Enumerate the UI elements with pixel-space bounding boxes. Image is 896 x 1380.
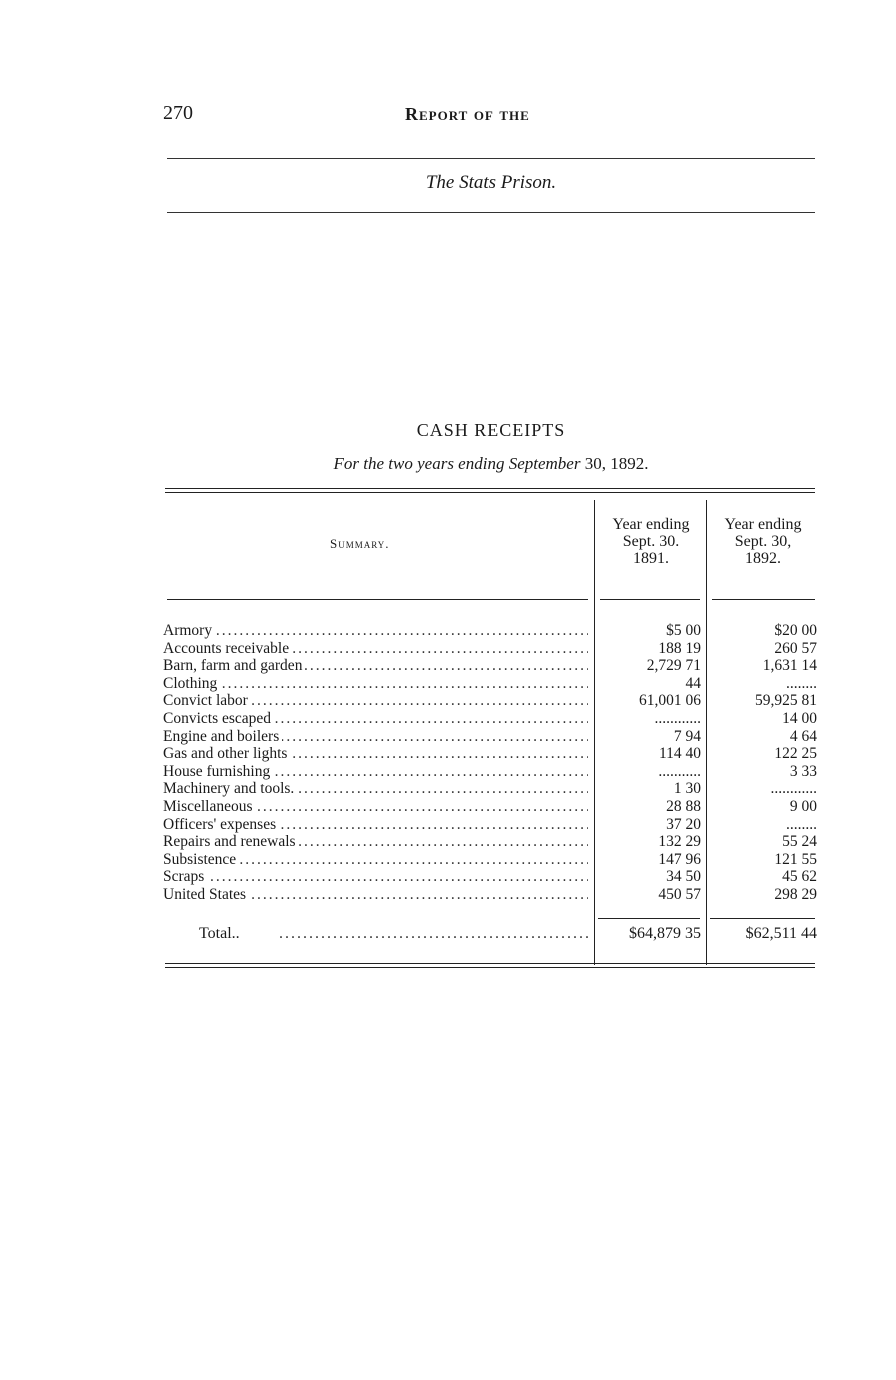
total-1892: $62,511 44 — [745, 925, 817, 942]
value-1891: 188 19 — [658, 639, 701, 657]
header-underline-summary — [167, 599, 588, 600]
value-1892: 1,631 14 — [762, 657, 817, 675]
value-1891: 44 — [685, 674, 701, 692]
row-label: Repairs and renewals — [163, 833, 299, 850]
value-1892: $20 00 — [774, 622, 817, 639]
sum-rule-1892 — [710, 918, 815, 919]
table-row — [163, 763, 818, 781]
summary-header: Summary. — [330, 536, 390, 551]
value-1891: 34 50 — [666, 868, 701, 886]
value-1891: 61,001 06 — [639, 692, 701, 710]
row-label: Engine and boilers — [163, 728, 282, 745]
row-label: Accounts receivable — [163, 640, 292, 657]
table-top-rule — [165, 488, 815, 493]
total-1891: $64,879 35 — [629, 925, 701, 942]
table-row — [163, 657, 818, 675]
table-row — [163, 622, 818, 640]
row-label: Miscellaneous — [163, 798, 256, 815]
row-label: Officers' expenses — [163, 816, 279, 833]
value-1892: 3 33 — [789, 762, 817, 780]
table-title: CASH RECEIPTS — [416, 420, 566, 440]
value-1892: ........ — [786, 674, 817, 692]
value-1891: 7 94 — [673, 727, 701, 745]
value-1892: 260 57 — [774, 639, 817, 657]
value-1891: 37 20 — [666, 815, 701, 833]
table-body — [163, 622, 818, 904]
value-1892: 122 25 — [774, 745, 817, 763]
row-label: United States — [163, 886, 249, 903]
table-row — [163, 745, 818, 763]
value-1892: 59,925 81 — [755, 692, 817, 710]
value-1891: 132 29 — [658, 833, 701, 851]
row-label: Machinery and tools. — [163, 780, 297, 797]
section-title: The Stats Prison. — [425, 172, 557, 193]
col-1891-header-line: Sept. 30. — [622, 533, 680, 550]
value-1891: 450 57 — [658, 885, 701, 903]
row-label: Convict labor — [163, 692, 251, 709]
value-1891: 28 88 — [666, 797, 701, 815]
col-1891-header-line: 1891. — [633, 550, 669, 567]
header-underline-1892 — [712, 599, 815, 600]
page-number: 270 — [163, 102, 193, 124]
header-rule-bottom — [167, 212, 815, 213]
table-row — [163, 798, 818, 816]
value-1891: 147 96 — [658, 850, 701, 868]
row-label: Convicts escaped — [163, 710, 274, 727]
table-row — [163, 816, 818, 834]
value-1892: 9 00 — [789, 797, 817, 815]
header-rule-top — [167, 158, 815, 159]
value-1892: 4 64 — [789, 727, 817, 745]
table-row — [163, 833, 818, 851]
value-1892: 55 24 — [782, 833, 817, 851]
col-1891-header — [596, 516, 706, 567]
value-1892: 298 29 — [774, 885, 817, 903]
col-1892-header-line: 1892. — [745, 550, 781, 567]
value-1892: 45 62 — [782, 868, 817, 886]
value-1891: 114 40 — [658, 745, 701, 763]
row-label: Armory — [163, 622, 215, 639]
col-1892-header — [708, 516, 818, 567]
table-row — [163, 692, 818, 710]
table-row — [163, 728, 818, 746]
table-row — [163, 640, 818, 658]
col-1891-header-line: Year ending — [612, 516, 690, 533]
value-1892: 121 55 — [774, 850, 817, 868]
row-label: House furnishing — [163, 763, 273, 780]
value-1892: ............ — [770, 780, 817, 798]
value-1891: ........... — [658, 762, 701, 780]
value-1892: ........ — [786, 815, 817, 833]
value-1892: 14 00 — [782, 709, 817, 727]
table-subtitle — [167, 454, 815, 474]
value-1891: 1 30 — [673, 780, 701, 798]
col-1892-header-line: Year ending — [724, 516, 802, 533]
row-label: Scraps — [163, 868, 207, 885]
total-row — [163, 924, 818, 944]
table-row — [163, 780, 818, 798]
table-row — [163, 710, 818, 728]
value-1891: $5 00 — [666, 622, 701, 639]
table-row — [163, 886, 818, 904]
table-bottom-rule — [165, 963, 815, 968]
table-row — [163, 868, 818, 886]
row-label: Subsistence — [163, 851, 239, 868]
table-row — [163, 851, 818, 869]
header-underline-1891 — [600, 599, 700, 600]
sum-rule-1891 — [598, 918, 700, 919]
row-label: Clothing — [163, 675, 220, 692]
subtitle-plain: 30, 1892. — [580, 454, 649, 473]
value-1891: 2,729 71 — [646, 657, 701, 675]
value-1891: ............ — [654, 709, 701, 727]
total-label: Total.. — [199, 925, 243, 942]
table-row — [163, 675, 818, 693]
col-1892-header-line: Sept. 30, — [734, 533, 792, 550]
row-label: Gas and other lights — [163, 745, 290, 762]
running-head: Report of the — [405, 104, 530, 124]
row-label: Barn, farm and garden — [163, 657, 305, 674]
subtitle-italic: For the two years ending September — [333, 454, 581, 473]
